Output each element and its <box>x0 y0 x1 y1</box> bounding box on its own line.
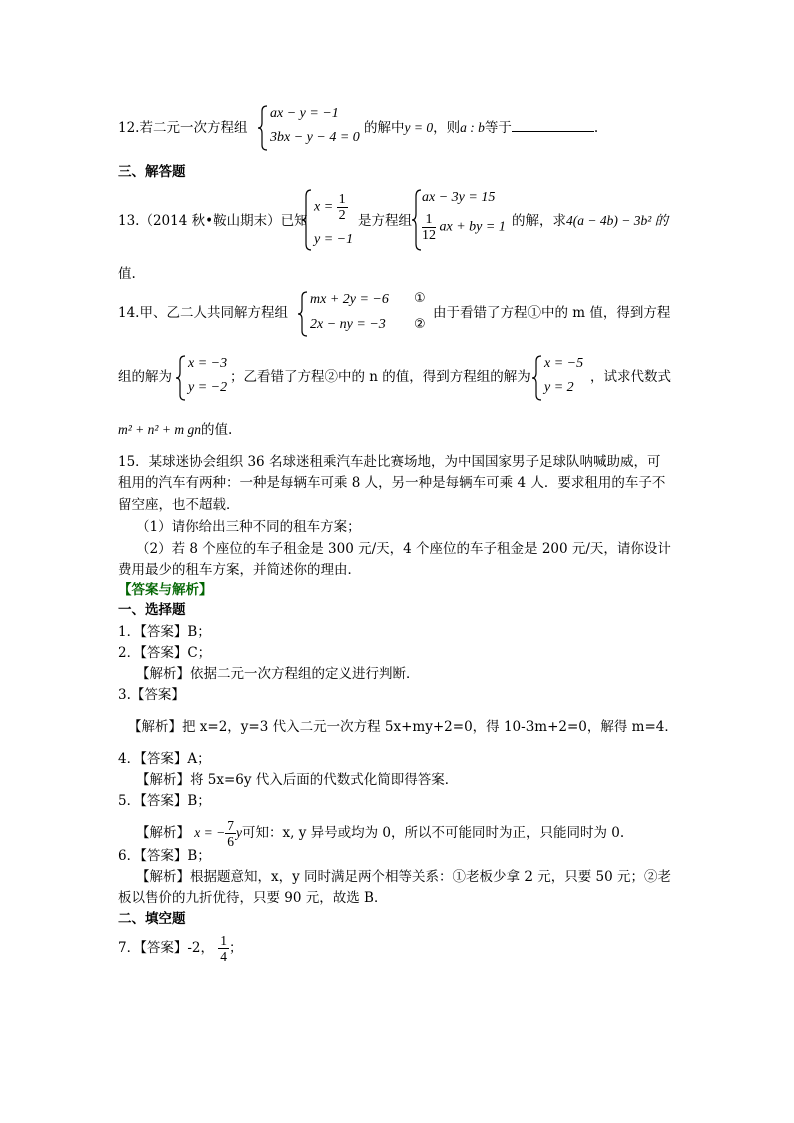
frac-num: 1 <box>422 212 436 228</box>
q12-mid: 的解中 <box>364 120 405 136</box>
q12-line <box>118 119 247 137</box>
q12-answer-blank[interactable] <box>512 119 594 132</box>
answer-2: 2．【答案】C； <box>118 645 212 661</box>
answer-7-pre: 7．【答案】-2， <box>118 940 214 956</box>
answer-7 <box>118 933 243 964</box>
q13-equation-system <box>412 188 516 252</box>
q14-eq1: mx + 2y = −6 <box>310 292 389 307</box>
frac-den: 6 <box>227 834 235 849</box>
q15-line2: 租用的汽车有两种：一种是每辆车可乘 8 人，另一种是每辆车可乘 4 人．要求租用的车子不 <box>118 475 666 491</box>
q13-sol-x-row <box>314 192 348 223</box>
answer-7-fraction <box>218 933 229 964</box>
answer-5: 5．【答案】B； <box>118 793 211 809</box>
answer-4: 4．【答案】A； <box>118 751 211 767</box>
q13-sol-y: y = −1 <box>314 232 354 247</box>
q13-tail <box>512 212 668 230</box>
q13-eq2-row <box>422 212 506 243</box>
answers-sec1: 一、选择题 <box>118 602 186 618</box>
answer-5-x: x = − <box>194 825 226 840</box>
answer-4-explain: 【解析】将 5x=6y 代入后面的代数式化简即得答案． <box>136 772 459 788</box>
q13-tail2: 值. <box>118 266 136 282</box>
q14-eq2: 2x − ny = −3 <box>310 317 386 332</box>
q14-sol-a-x: x = −3 <box>188 356 228 371</box>
q13-mid: 是方程组 <box>358 213 412 229</box>
q14-line3-end: 的值. <box>200 422 233 438</box>
q15-line3: 留空座，也不超载． <box>118 497 240 513</box>
left-brace-icon <box>258 105 268 151</box>
q14-sol-a-y: y = −2 <box>188 380 228 395</box>
q12-suffix: 等于 <box>484 120 512 136</box>
answer-5-post: 可知：x, y 异号或均为 0，所以不可能同时为正，只能同时为 0. <box>242 825 625 841</box>
answer-6: 6．【答案】B； <box>118 848 211 864</box>
q15-sub2b: 费用最少的租车方案，并简述你的理由． <box>118 562 361 578</box>
answer-5-y: y <box>236 825 243 840</box>
frac-num: 7 <box>227 818 235 833</box>
left-brace-icon <box>302 189 312 251</box>
answer-2-explain: 【解析】依据二元一次方程组的定义进行判断． <box>136 666 420 682</box>
q13-expr: 4(a − 4b) − 3b² 的 <box>566 213 669 228</box>
answers-header: 【答案与解析】 <box>118 582 213 598</box>
q15-sub1: （1）请你给出三种不同的租车方案； <box>136 519 361 535</box>
q14-system <box>298 290 438 338</box>
q14-sol-b-x: x = −5 <box>544 356 584 371</box>
answer-3-explain: 【解析】把 x=2，y=3 代入二元一次方程 5x+my+2=0，得 10-3m+2=0，解得 m=4． <box>128 719 678 735</box>
frac-num: 1 <box>338 192 346 207</box>
q12-mid2: ，则 <box>433 120 461 136</box>
q12-system <box>258 104 368 152</box>
q15-line1: 15．某球迷协会组织 36 名球迷租乘汽车赴比赛场地，为中国国家男子足球队呐喊助威，可 <box>118 454 661 470</box>
left-brace-icon <box>412 189 422 251</box>
q13-suffix: 的解，求 <box>512 213 566 229</box>
q13-eq1: ax − 3y = 15 <box>422 190 496 205</box>
q14-line2a: 组的解为 <box>118 369 172 385</box>
q14-prefix: 14.甲、乙二人共同解方程组 <box>118 305 288 321</box>
q13-sol-x: x = <box>314 199 334 215</box>
answers-sec2: 二、填空题 <box>118 911 186 927</box>
frac-den: 4 <box>220 949 228 964</box>
q14-line1-rest: 由于看错了方程①中的 m 值，得到方程 <box>433 305 671 321</box>
q12-ratio: a : b <box>460 120 485 135</box>
q13-solution-system <box>302 188 362 252</box>
q14-line3 <box>118 421 232 439</box>
left-brace-icon <box>532 355 542 401</box>
left-brace-icon <box>176 355 186 401</box>
answer-5-pre: 【解析】 <box>136 825 190 841</box>
q13-prefix: 13.（2014 秋•鞍山期末）已知 <box>118 213 308 229</box>
q15-sub2a: （2）若 8 个座位的车子租金是 300 元/天，4 个座位的车子租金是 200 元/天，请你设计 <box>136 541 671 557</box>
q13-eq2-fraction <box>422 212 436 243</box>
q12-eq1: ax − y = −1 <box>270 106 339 121</box>
frac-num: 1 <box>220 933 228 948</box>
q14-expr: m² + n² + m gn <box>118 422 201 437</box>
answer-7-post: ； <box>229 940 243 956</box>
q12-tail <box>364 119 598 137</box>
answer-6-explain1: 【解析】根据题意知，x，y 同时满足两个相等关系：①老板少拿 2 元，只要 50 元；②老 <box>136 869 671 885</box>
answer-3: 3.【答案】 <box>118 687 185 703</box>
frac-den: 2 <box>338 208 346 223</box>
q12-cond: y = 0 <box>404 120 434 135</box>
q14-line2c: ，试求代数式 <box>590 369 671 385</box>
q13-sol-x-fraction <box>337 192 348 223</box>
answer-1: 1．【答案】B； <box>118 624 211 640</box>
left-brace-icon <box>298 291 308 337</box>
q14-sol-b-y: y = 2 <box>544 380 574 395</box>
q13-eq2-rest: ax + by = 1 <box>439 219 506 235</box>
q14-line2b: ；乙看错了方程②中的 n 的值，得到方程组的解为 <box>230 369 531 385</box>
frac-den: 12 <box>422 228 436 243</box>
q12-eq2: 3bx − y − 4 = 0 <box>270 130 360 145</box>
answer-5-explain <box>136 818 624 849</box>
section-3-heading: 三、解答题 <box>118 164 186 180</box>
q14-mark2: ② <box>414 317 426 332</box>
q12-prefix: 12.若二元一次方程组 <box>118 120 248 136</box>
q12-end: . <box>593 120 599 136</box>
q14-mark1: ① <box>414 291 426 306</box>
answer-5-fraction <box>225 818 236 849</box>
answer-6-explain2: 板以售价的九折优待，只要 90 元，故选 B． <box>118 890 388 906</box>
